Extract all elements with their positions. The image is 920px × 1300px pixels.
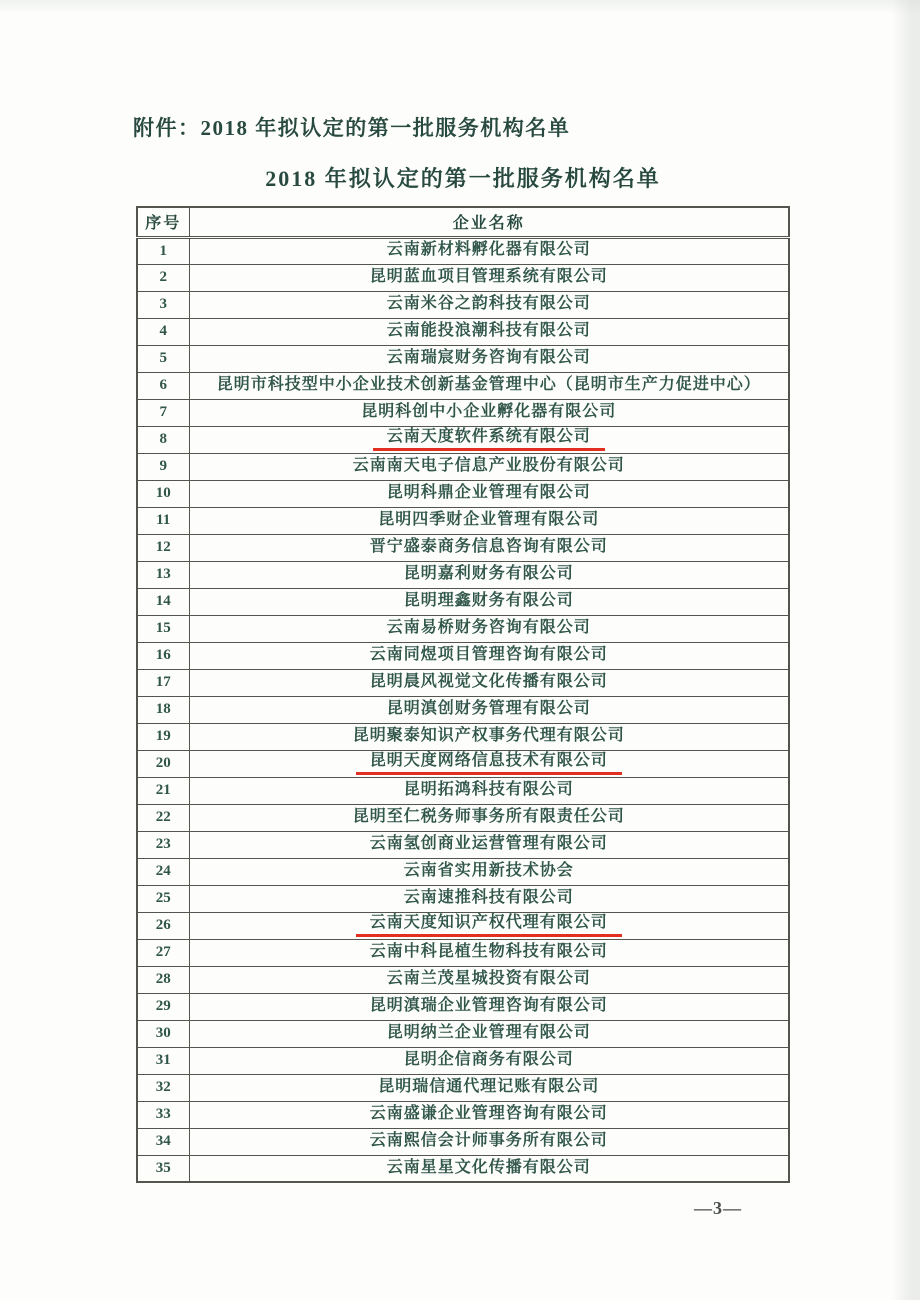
table-row <box>137 750 789 777</box>
table-row <box>137 912 789 939</box>
company-name-text: 昆明企信商务有限公司 <box>403 1050 574 1068</box>
company-name-text: 昆明纳兰企业管理有限公司 <box>386 1023 591 1041</box>
company-name-cell <box>189 696 789 723</box>
company-name-text: 云南盛谦企业管理咨询有限公司 <box>369 1104 608 1122</box>
table-row <box>137 939 789 966</box>
company-name-text: 昆明蓝血项目管理系统有限公司 <box>369 267 608 285</box>
row-number: 33 <box>137 1101 189 1128</box>
company-name-text: 昆明晨风视觉文化传播有限公司 <box>369 672 608 690</box>
table-row <box>137 669 789 696</box>
table-row <box>137 1047 789 1074</box>
company-name-text: 昆明科创中小企业孵化器有限公司 <box>361 402 617 420</box>
company-name-text: 昆明滇创财务管理有限公司 <box>386 699 591 717</box>
company-name-text: 昆明市科技型中小企业技术创新基金管理中心（昆明市生产力促进中心） <box>216 375 761 393</box>
company-name-text: 昆明科鼎企业管理有限公司 <box>386 483 591 501</box>
company-name-cell <box>189 561 789 588</box>
company-name-cell <box>189 1074 789 1101</box>
company-name-cell <box>189 345 789 372</box>
row-number: 29 <box>137 993 189 1020</box>
company-name-text: 昆明聚泰知识产权事务代理有限公司 <box>352 726 625 744</box>
row-number: 35 <box>137 1155 189 1182</box>
company-name-cell <box>189 912 789 939</box>
table-row <box>137 588 789 615</box>
row-number: 12 <box>137 534 189 561</box>
company-name-cell <box>189 1155 789 1182</box>
company-name-cell <box>189 426 789 453</box>
company-name-cell <box>189 399 789 426</box>
table-row <box>137 615 789 642</box>
table-row <box>137 561 789 588</box>
company-name-cell <box>189 669 789 696</box>
row-number: 31 <box>137 1047 189 1074</box>
company-name-cell <box>189 723 789 750</box>
company-name-text: 昆明理鑫财务有限公司 <box>403 591 574 609</box>
row-number: 28 <box>137 966 189 993</box>
table-row <box>137 237 789 264</box>
table-row <box>137 345 789 372</box>
company-name-cell <box>189 966 789 993</box>
row-number: 20 <box>137 750 189 777</box>
row-number: 11 <box>137 507 189 534</box>
table-row <box>137 291 789 318</box>
company-name-text: 云南米谷之韵科技有限公司 <box>386 294 591 312</box>
table-row <box>137 696 789 723</box>
company-name-cell <box>189 777 789 804</box>
company-name-text: 云南新材料孵化器有限公司 <box>386 241 591 259</box>
table-row <box>137 318 789 345</box>
row-number: 16 <box>137 642 189 669</box>
row-number: 15 <box>137 615 189 642</box>
table-header-row <box>137 207 789 237</box>
company-name-cell <box>189 1020 789 1047</box>
table-row <box>137 1155 789 1182</box>
row-number: 27 <box>137 939 189 966</box>
company-name-text: 云南兰茂星城投资有限公司 <box>386 969 591 987</box>
table-row <box>137 966 789 993</box>
company-name-text: 昆明滇瑞企业管理咨询有限公司 <box>369 996 608 1014</box>
row-number: 32 <box>137 1074 189 1101</box>
row-number: 34 <box>137 1128 189 1155</box>
company-name-text: 云南易桥财务咨询有限公司 <box>386 618 591 636</box>
company-name-cell <box>189 291 789 318</box>
page-number: —3— <box>694 1198 742 1218</box>
table-row <box>137 399 789 426</box>
table-row <box>137 1020 789 1047</box>
table-title: 2018 年拟认定的第一批服务机构名单 <box>265 166 661 191</box>
table-row <box>137 1128 789 1155</box>
company-name-cell <box>189 750 789 777</box>
table-row <box>137 264 789 291</box>
table-row <box>137 480 789 507</box>
row-number: 23 <box>137 831 189 858</box>
company-name-cell <box>189 453 789 480</box>
row-number: 1 <box>137 237 189 264</box>
header-serial-number: 序号 <box>137 207 189 237</box>
table-row <box>137 831 789 858</box>
company-name-text: 云南瑞宸财务咨询有限公司 <box>386 348 591 366</box>
table-row <box>137 723 789 750</box>
header-company-name: 企业名称 <box>189 207 789 237</box>
company-name-text: 云南同煜项目管理咨询有限公司 <box>369 645 608 663</box>
company-name-text: 云南速推科技有限公司 <box>403 888 574 906</box>
table-row <box>137 642 789 669</box>
company-name-cell <box>189 534 789 561</box>
company-name-cell <box>189 1047 789 1074</box>
row-number: 30 <box>137 1020 189 1047</box>
company-name-text: 云南中科昆植生物科技有限公司 <box>369 942 608 960</box>
row-number: 14 <box>137 588 189 615</box>
company-name-cell <box>189 993 789 1020</box>
company-name-cell <box>189 318 789 345</box>
company-name-text: 云南省实用新技术协会 <box>403 861 574 879</box>
company-name-cell <box>189 588 789 615</box>
row-number: 3 <box>137 291 189 318</box>
company-name-text: 云南天度知识产权代理有限公司 <box>356 914 622 937</box>
company-name-text: 昆明天度网络信息技术有限公司 <box>356 752 622 775</box>
company-name-text: 云南天度软件系统有限公司 <box>373 428 605 451</box>
table-row <box>137 507 789 534</box>
row-number: 18 <box>137 696 189 723</box>
row-number: 24 <box>137 858 189 885</box>
company-name-cell <box>189 264 789 291</box>
company-name-cell <box>189 237 789 264</box>
company-name-cell <box>189 885 789 912</box>
company-name-text: 云南能投浪潮科技有限公司 <box>386 321 591 339</box>
company-name-text: 昆明拓鸿科技有限公司 <box>403 780 574 798</box>
table-row <box>137 1074 789 1101</box>
row-number: 7 <box>137 399 189 426</box>
row-number: 8 <box>137 426 189 453</box>
company-name-cell <box>189 642 789 669</box>
table-row <box>137 777 789 804</box>
company-name-text: 云南星星文化传播有限公司 <box>386 1158 591 1176</box>
row-number: 19 <box>137 723 189 750</box>
row-number: 22 <box>137 804 189 831</box>
company-name-cell <box>189 1101 789 1128</box>
row-number: 10 <box>137 480 189 507</box>
table-row <box>137 858 789 885</box>
row-number: 21 <box>137 777 189 804</box>
row-number: 5 <box>137 345 189 372</box>
row-number: 9 <box>137 453 189 480</box>
row-number: 6 <box>137 372 189 399</box>
table-row <box>137 993 789 1020</box>
company-name-cell <box>189 831 789 858</box>
table-body <box>137 237 789 1182</box>
company-name-text: 晋宁盛泰商务信息咨询有限公司 <box>369 537 608 555</box>
table-row <box>137 372 789 399</box>
company-name-text: 昆明瑞信通代理记账有限公司 <box>378 1077 600 1095</box>
row-number: 4 <box>137 318 189 345</box>
company-name-cell <box>189 507 789 534</box>
company-name-text: 昆明嘉利财务有限公司 <box>403 564 574 582</box>
row-number: 13 <box>137 561 189 588</box>
company-name-cell <box>189 939 789 966</box>
company-name-cell <box>189 615 789 642</box>
company-name-text: 云南熙信会计师事务所有限公司 <box>369 1131 608 1149</box>
company-name-cell <box>189 1128 789 1155</box>
table-row <box>137 453 789 480</box>
attachment-title: 附件：2018 年拟认定的第一批服务机构名单 <box>133 116 571 140</box>
company-table <box>136 206 790 1183</box>
table-row <box>137 885 789 912</box>
table-row <box>137 804 789 831</box>
row-number: 25 <box>137 885 189 912</box>
company-name-text: 昆明四季财企业管理有限公司 <box>378 510 600 528</box>
company-name-cell <box>189 372 789 399</box>
table-row <box>137 534 789 561</box>
company-name-cell <box>189 480 789 507</box>
company-name-text: 昆明至仁税务师事务所有限责任公司 <box>352 807 625 825</box>
company-name-cell <box>189 804 789 831</box>
table-row <box>137 1101 789 1128</box>
row-number: 17 <box>137 669 189 696</box>
company-name-text: 云南南天电子信息产业股份有限公司 <box>352 456 625 474</box>
company-name-text: 云南氢创商业运营管理有限公司 <box>369 834 608 852</box>
row-number: 2 <box>137 264 189 291</box>
table-row <box>137 426 789 453</box>
row-number: 26 <box>137 912 189 939</box>
company-name-cell <box>189 858 789 885</box>
